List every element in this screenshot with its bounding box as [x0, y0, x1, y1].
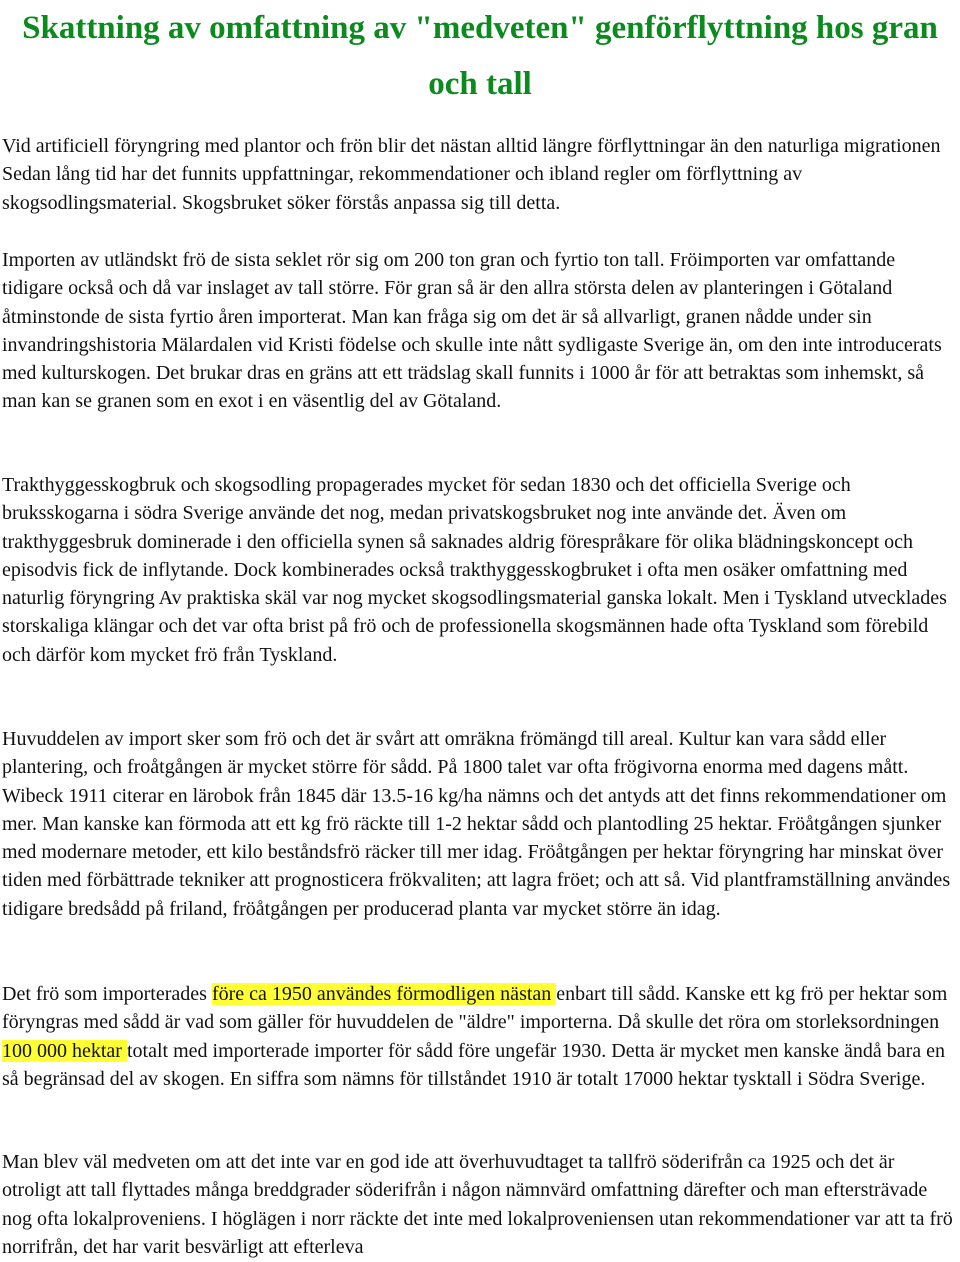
paragraph-5-text-1: Det frö som importerades	[2, 983, 212, 1005]
paragraph-5-text-3: totalt med importerade importer för sådd före ungefär 1930. Detta är mycket men kanske ändå bara en så begränsad del av skogen. En siffra som nämns för tillståndet 1910 är totalt 17000 hektar tysktall i Södra Sverige.	[2, 1039, 945, 1090]
paragraph-4: Huvuddelen av import sker som frö och det är svårt att omräkna frömängd till areal. Kultur kan vara sådd eller plantering, och froåtgången är mycket större för sådd. På 1800 talet var ofta frögivorna enorma med dagens mått. Wibeck 1911 citerar en lärobok från 1845 där 13.5-16 kg/ha nämns och det antyds att det finns rekommendationer om mer. Man kanske kan förmoda att ett kg frö räckte till 1-2 hektar sådd och plantodling 25 hektar. Fröåtgången sjunker med modernare metoder, ett kilo beståndsfrö räcker till mer idag. Fröåtgången per hektar föryngring har minskat över tiden med förbättrade tekniker att prognosticera frökvaliten; att lagra fröet; och att så. Vid plantframställning användes tidigare bredsådd på friland, fröåtgången per producerad planta var mycket större än idag.	[2, 728, 951, 920]
highlight-1: före ca 1950 användes förmodligen nästan	[211, 983, 557, 1005]
highlight-2: 100 000 hektar	[2, 1039, 127, 1062]
document-title: Skattning av omfattning av "medveten" genförflyttning hos gran och tall	[22, 10, 938, 102]
paragraph-5	[2, 980, 958, 1093]
paragraph-5-text-2: enbart till sådd. Kanske ett kg frö per hektar som föryngras med sådd är vad som gäller för huvuddelen de "äldre" importerna. Då skulle det röra om storleksordningen	[2, 983, 948, 1034]
paragraph-3: Trakthyggesskogbruk och skogsodling propagerades mycket för sedan 1830 och det officiella Sverige och bruksskogarna i södra Sverige använde det nog, medan privatskogsbruket nog inte använde det. Även om trakthyggesbruk dominerade i den officiella synen så saknades aldrig förespråkare för olika blädningskoncept och episodvis fick de inflytande. Dock kombinerades också trakthyggesskogbruket i ofta men osäker omfattning med naturlig föryngring Av praktiska skäl var nog mycket skogsodlingsmaterial ganska lokalt. Men i Tyskland utvecklades storskaliga klängar och det var ofta brist på frö och de professionella skogsmännen hade ofta Tyskland som förebild och därför kom mycket frö från Tyskland.	[2, 474, 947, 666]
paragraph-2: Importen av utländskt frö de sista seklet rör sig om 200 ton gran och fyrtio ton tall. Fröimporten var omfattande tidigare också och då var inslaget av tall större. För gran så är den allra största delen av planteringen i Götaland åtminstonde de sista fyrtio åren importerat. Man kan fråga sig om det är så allvarligt, granen nådde under sin invandringshistoria Mälardalen vid Kristi födelse och skulle inte nått sydligaste Sverige än, om den inte introducerats med kulturskogen. Det brukar dras en gräns att ett trädslag skall funnits i 1000 år för att betraktas som inhemskt, så man kan se granen som en exot i en väsentlig del av Götaland.	[2, 249, 942, 413]
paragraph-1: Vid artificiell föryngring med plantor och frön blir det nästan alltid längre förflyttningar än den naturliga migrationen Sedan lång tid har det funnits uppfattningar, rekommendationer och ibland regler om förflyttning av skogsodlingsmaterial. Skogsbruket söker förstås anpassa sig till detta.	[2, 135, 941, 214]
paragraph-6: Man blev väl medveten om att det inte var en god ide att överhuvudtaget ta tallfrö söderifrån ca 1925 och det är otroligt att tall flyttades många breddgrader söderifrån i någon nämnvärd omfattning därefter och man eftersträvade nog ofta lokalproveniens. I höglägen i norr räckte det inte med lokalproveniensen utan rekommendationer var att ta frö norrifrån, det har varit besvärligt att efterleva	[2, 1151, 953, 1258]
